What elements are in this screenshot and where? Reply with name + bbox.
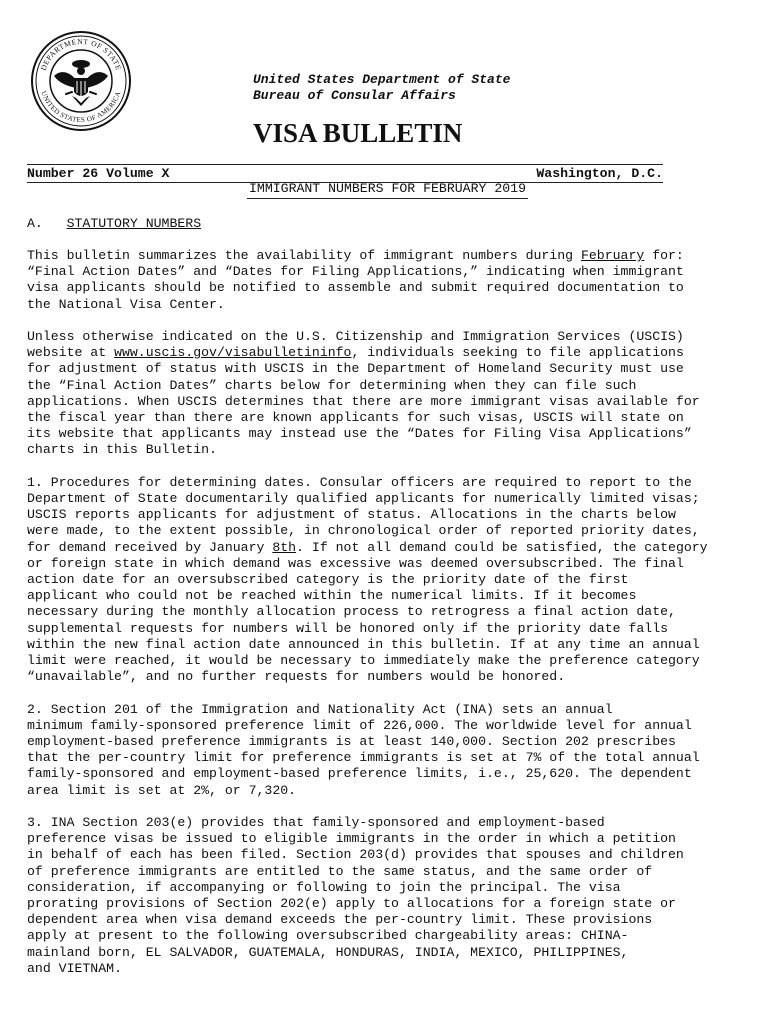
cutoff-date: 8th [272, 539, 297, 555]
paragraph-uscis-text-b: , individuals seeking to file applications for adjustment of status with USCIS in the Department of Homeland Security must use the “Final Action Dates” charts below for determining when they can file such applications. When USCIS determines that there are more immigrant visas available for the fiscal year than there are known applicants for such visas, USCIS will state on its website that applicants may instead use the “Dates for Filing Visa Applications” charts in this Bulletin. [27, 345, 700, 458]
paragraph-procedures [27, 475, 747, 686]
paragraph-intro-text-b: for: “Final Action Dates” and “Dates for Filing Applications,” indicating when immigrant visa applicants should be notified to assemble and submit required documentation to the National Visa Center. [27, 248, 684, 312]
section-title: STATUTORY NUMBERS [66, 216, 202, 231]
agency-header [253, 72, 510, 104]
document-title: VISA BULLETIN [253, 118, 463, 148]
bureau-name: Bureau of Consular Affairs [253, 88, 456, 103]
bulletin-body [27, 248, 747, 993]
seal-ring-text-top: DEPARTMENT OF STATE [38, 36, 124, 72]
issue-line [27, 166, 663, 182]
paragraph-uscis [27, 329, 747, 459]
paragraph-uscis-text-a: Unless otherwise indicated on the U.S. Citizenship and Immigration Services (USCIS) website at [27, 329, 684, 361]
uscis-link[interactable]: www.uscis.gov/visabulletininfo [114, 345, 352, 361]
header-rule-top [27, 164, 663, 165]
section-a-heading [27, 216, 201, 232]
department-of-state-seal [30, 30, 132, 132]
agency-name: United States Department of State [253, 72, 511, 87]
month-link[interactable]: February [580, 248, 645, 263]
issue-location: Washington, D.C. [536, 166, 663, 181]
paragraph-section-201: 2. Section 201 of the Immigration and Nationality Act (INA) sets an annual minimum family-sponsored preference limit of 226,000. The worldwide level for annual employment-based preference immigrants is at least 140,000. Section 202 prescribes that the per-country limit for preference immigrants is set at 7% of the total annual family-sponsored and employment-based preference limits, i.e., 25,620. The dependent area limit is set at 2%, or 7,320. [27, 701, 700, 798]
paragraph-procedures-text-a: 1. Procedures for determining dates. Consular officers are required to report to the Department of State documentarily qualified applicants for numerically limited visas; USCIS reports applicants for adjustment of status. Allocations in the charts below were made, to the extent possible, in chronological order of reported priority dates, for demand received by January [27, 474, 700, 555]
paragraph-intro-text-a: This bulletin summarizes the availability of immigrant numbers during [27, 248, 581, 263]
section-letter: A. [27, 216, 43, 231]
paragraph-procedures-text-b: . If not all demand could be satisfied, the category or foreign state in which demand was excessive was deemed oversubscribed. The final action date for an oversubscribed category is the priority date of the first applicant who could not be reached within the numerical limits. If it becomes necessary during the monthly allocation process to retrogress a final action date, supplemental requests for numbers will be honored only if the priority date falls within the new final action date announced in this bulletin. If at any time an annual limit were reached, it would be necessary to immediately make the preference category “unavailable”, and no further requests for numbers would be honored. [27, 539, 708, 685]
bulletin-subtitle: IMMIGRANT NUMBERS FOR FEBRUARY 2019 [247, 181, 528, 199]
issue-number: Number 26 Volume X [27, 166, 170, 181]
paragraph-section-203: 3. INA Section 203(e) provides that family-sponsored and employment-based preference visas be issued to eligible immigrants in the order in which a petition in behalf of each has been filed. Section 203(d) provides that spouses and children of preference immigrants are entitled to the same status, and the same order of consideration, if accompanying or following to join the principal. The visa prorating provisions of Section 202(e) apply to allocations for a foreign state or dependent area when visa demand exceeds the per-country limit. These provisions apply at present to the following oversubscribed chargeability areas: CHINA- mainland born, EL SALVADOR, GUATEMALA, HONDURAS, INDIA, MEXICO, PHILIPPINES, and VIETNAM. [27, 815, 684, 976]
paragraph-intro [27, 248, 747, 313]
seal-ring-text-bottom: UNITED STATES OF AMERICA [39, 90, 123, 125]
